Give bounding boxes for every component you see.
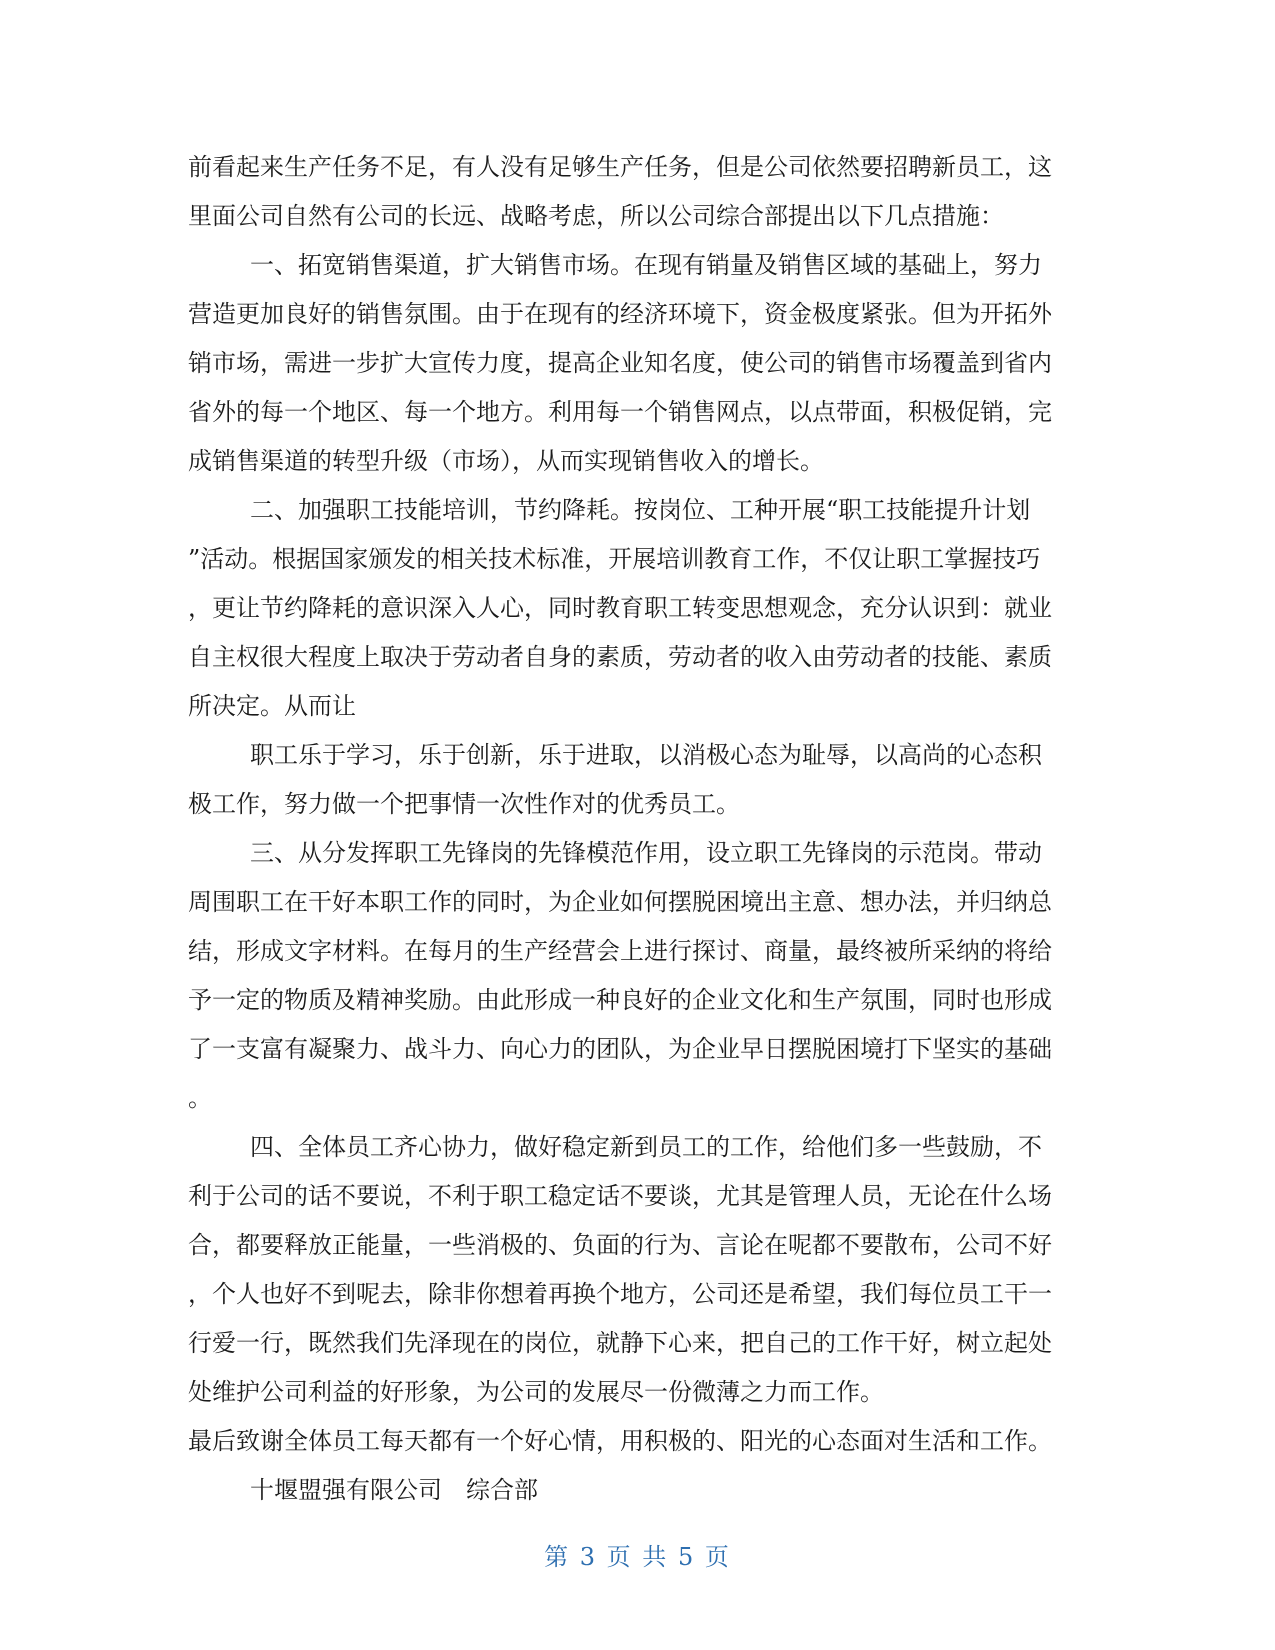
text-line: 结，形成文字材料。在每月的生产经营会上进行探讨、商量，最终被所采纳的将给 xyxy=(188,937,1052,965)
paragraph-1-start: 一、拓宽销售渠道，扩大销售市场。在现有销量及销售区域的基础上，努力 xyxy=(250,251,1042,279)
paragraph-2-continuation: 职工乐于学习，乐于创新，乐于进取，以消极心态为耻辱，以高尚的心态积 xyxy=(250,741,1042,769)
text-line: 。 xyxy=(188,1084,212,1112)
paragraph-4-start: 四、全体员工齐心协力，做好稳定新到员工的工作，给他们多一些鼓励，不 xyxy=(250,1133,1042,1161)
signature-line: 十堰盟强有限公司 综合部 xyxy=(250,1476,538,1504)
text-line: 前看起来生产任务不足，有人没有足够生产任务，但是公司依然要招聘新员工，这 xyxy=(188,153,1052,181)
text-line: ”活动。根据国家颁发的相关技术标准，开展培训教育工作，不仅让职工掌握技巧 xyxy=(188,545,1041,573)
text-line: 了一支富有凝聚力、战斗力、向心力的团队，为企业早日摆脱困境打下坚实的基础 xyxy=(188,1035,1052,1063)
text-line: 极工作，努力做一个把事情一次性作对的优秀员工。 xyxy=(188,790,740,818)
document-body xyxy=(188,143,1080,1515)
text-line: 成销售渠道的转型升级（市场），从而实现销售收入的增长。 xyxy=(188,447,824,475)
text-line: ，个人也好不到呢去，除非你想着再换个地方，公司还是希望，我们每位员工干一 xyxy=(188,1280,1052,1308)
text-line: ，更让节约降耗的意识深入人心，同时教育职工转变思想观念，充分认识到：就业 xyxy=(188,594,1052,622)
paragraph-3-start: 三、从分发挥职工先锋岗的先锋模范作用，设立职工先锋岗的示范岗。带动 xyxy=(250,839,1042,867)
paragraph-2-start: 二、加强职工技能培训，节约降耗。按岗位、工种开展“职工技能提升计划 xyxy=(250,496,1031,524)
text-line: 予一定的物质及精神奖励。由此形成一种良好的企业文化和生产氛围，同时也形成 xyxy=(188,986,1052,1014)
text-line: 里面公司自然有公司的长远、战略考虑，所以公司综合部提出以下几点措施： xyxy=(188,202,1004,230)
text-line: 所决定。从而让 xyxy=(188,692,356,720)
text-line: 处维护公司利益的好形象，为公司的发展尽一份微薄之力而工作。 xyxy=(188,1378,884,1406)
text-line: 自主权很大程度上取决于劳动者自身的素质，劳动者的收入由劳动者的技能、素质 xyxy=(188,643,1052,671)
text-line: 利于公司的话不要说，不利于职工稳定话不要谈，尤其是管理人员，无论在什么场 xyxy=(188,1182,1052,1210)
text-line: 合，都要释放正能量，一些消极的、负面的行为、言论在呢都不要散布，公司不好 xyxy=(188,1231,1052,1259)
text-line: 周围职工在干好本职工作的同时，为企业如何摆脱困境出主意、想办法，并归纳总 xyxy=(188,888,1052,916)
text-line: 行爱一行，既然我们先泽现在的岗位，就静下心来，把自己的工作干好，树立起处 xyxy=(188,1329,1052,1357)
closing-thanks: 最后致谢全体员工每天都有一个好心情，用积极的、阳光的心态面对生活和工作。 xyxy=(188,1427,1052,1455)
page-number-footer: 第 3 页 共 5 页 xyxy=(544,1543,731,1571)
text-line: 营造更加良好的销售氛围。由于在现有的经济环境下，资金极度紧张。但为开拓外 xyxy=(188,300,1052,328)
text-line: 省外的每一个地区、每一个地方。利用每一个销售网点，以点带面，积极促销，完 xyxy=(188,398,1052,426)
text-line: 销市场，需进一步扩大宣传力度，提高企业知名度，使公司的销售市场覆盖到省内 xyxy=(188,349,1052,377)
